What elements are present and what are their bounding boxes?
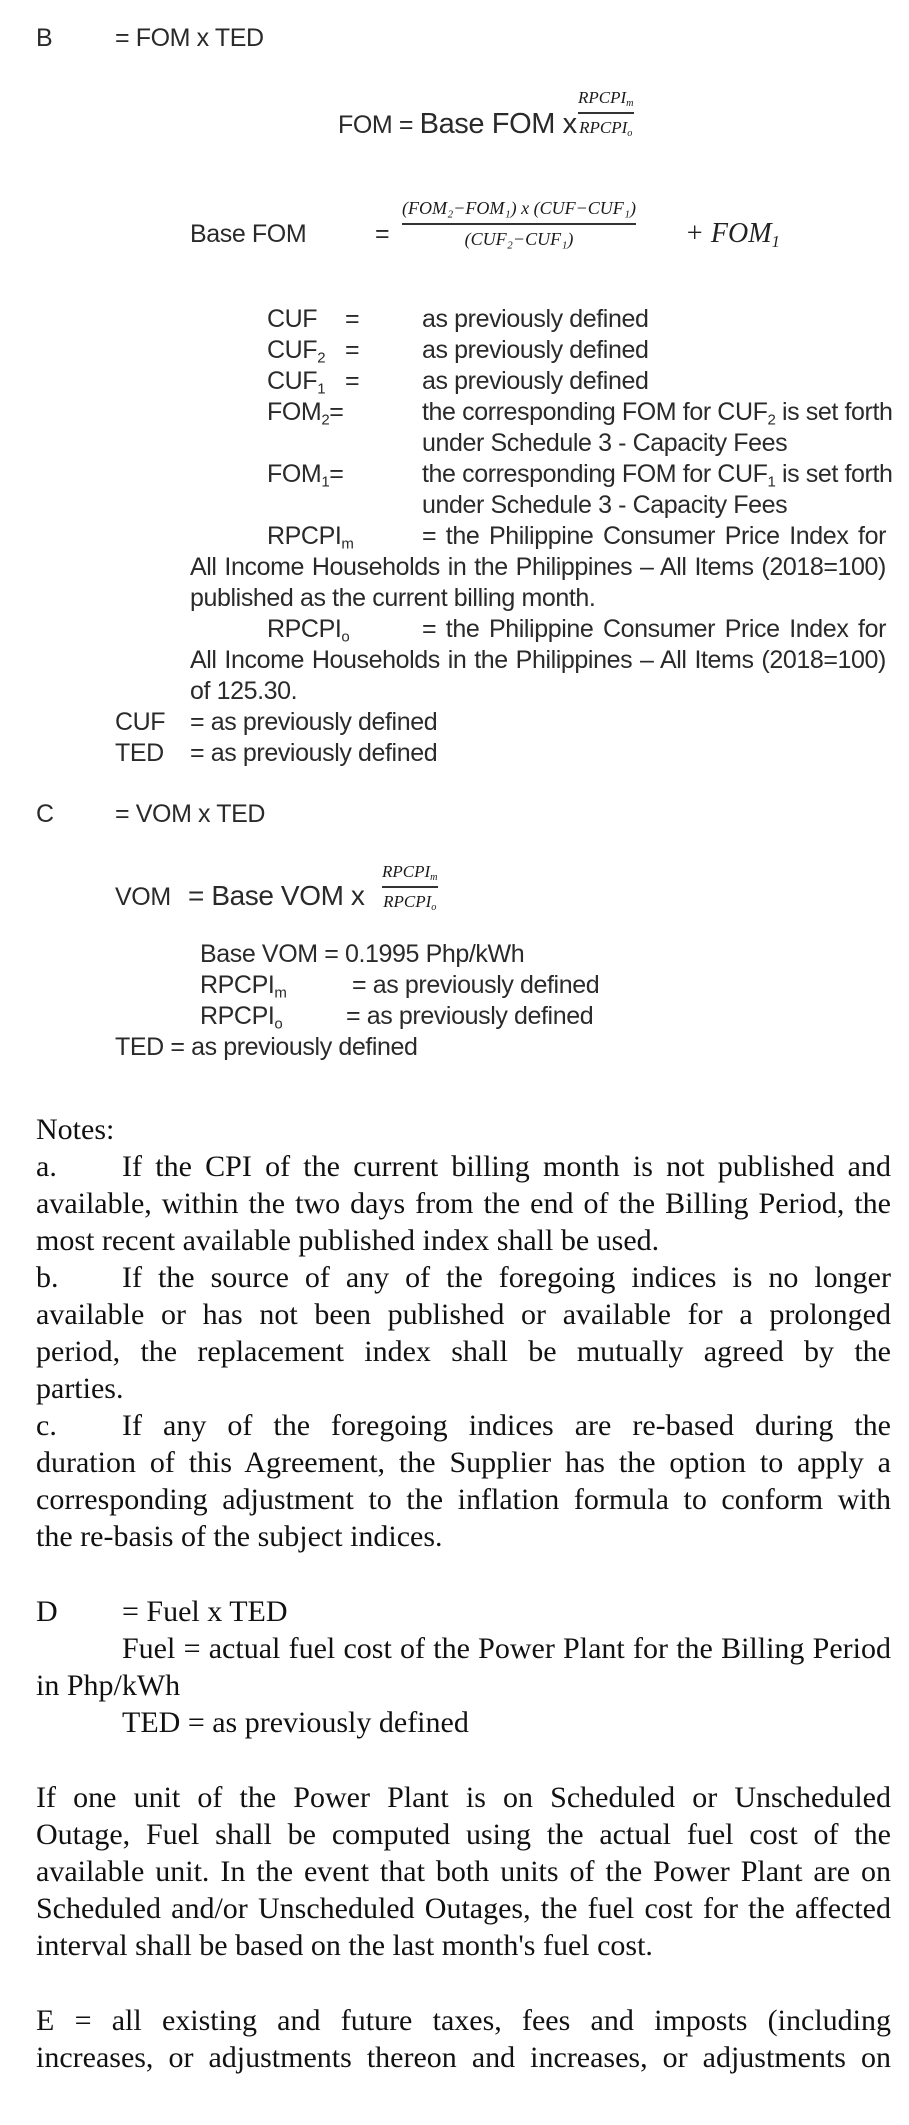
def-rpcpio-term: $RPCPI_o$ xyxy=(267,615,350,646)
def-rpcpio-line1: = the Philippine Consumer Price Index for xyxy=(422,615,886,643)
def-fom2-term: $FOM_2=$ xyxy=(267,398,344,429)
def-rpcpio-line3: of 125.30. xyxy=(190,677,298,705)
d-ted-text: TED = as previously defined xyxy=(122,1706,469,1739)
note-c-line4: the re-basis of the subject indices. xyxy=(36,1520,443,1553)
vom-fraction-bar xyxy=(382,886,438,888)
outage-line2: Outage, Fuel shall be computed using the actual fuel cost of the xyxy=(36,1818,891,1851)
def-rpcpim-line3: published as the current billing month. xyxy=(190,584,596,612)
def-cuf-eq: = xyxy=(345,305,360,333)
def-cuf2-eq: = xyxy=(345,336,360,364)
outage-line1: If one unit of the Power Plant is on Scheduled or Unscheduled xyxy=(36,1781,891,1814)
c-rpcpio-term: $RPCPI_o$ xyxy=(200,1002,283,1033)
def-cuf-term: CUF xyxy=(267,305,318,333)
note-c-line1: If any of the foregoing indices are re-based during the xyxy=(122,1409,891,1442)
b-ted-term: TED xyxy=(115,739,164,767)
vom-fraction-numerator: $RPCPI_m$ xyxy=(382,862,438,884)
fom-fraction-bar xyxy=(578,112,634,114)
def-fom1-line1: the corresponding FOM for $CUF_1$ is set forth xyxy=(422,460,893,491)
note-b-line2: available or has not been published or available for a prolonged xyxy=(36,1298,891,1331)
b-cuf-term: CUF xyxy=(115,708,166,736)
base-fom-numerator: (FOM₂−FOM₁) x (CUF−CUF₁) xyxy=(402,198,637,218)
section-d-letter: D xyxy=(36,1595,58,1628)
section-c-letter: C xyxy=(36,800,54,828)
section-c-equation: = VOM x TED xyxy=(115,800,266,828)
vom-fraction xyxy=(382,862,438,912)
note-b-line1: If the source of any of the foregoing indices is no longer xyxy=(122,1261,891,1294)
base-fom-label: Base FOM xyxy=(190,220,307,248)
note-a-line3: most recent available published index shall be used. xyxy=(36,1224,660,1257)
base-fom-equals: = xyxy=(375,220,390,248)
def-rpcpim-line2: All Income Households in the Philippines – All Items (2018=100) xyxy=(190,553,886,581)
outage-line3: available unit. In the event that both units of the Power Plant are on xyxy=(36,1855,891,1888)
base-fom-plus-term: + $FOM_1$ xyxy=(685,218,780,252)
c-rpcpio-text: = as previously defined xyxy=(346,1002,594,1030)
base-fom-denominator: (CUF₂−CUF₁) xyxy=(464,229,574,249)
section-e-line1: E = all existing and future taxes, fees and imposts (including xyxy=(36,2004,891,2037)
def-rpcpim-term: $RPCPI_m$ xyxy=(267,522,354,553)
section-e-line2: increases, or adjustments thereon and increases, or adjustments on xyxy=(36,2041,891,2074)
fom-fraction-numerator: $RPCPI_m$ xyxy=(578,88,634,110)
note-c-label: c. xyxy=(36,1409,57,1442)
b-ted-text: = as previously defined xyxy=(190,739,438,767)
c-ted-text: TED = as previously defined xyxy=(115,1033,418,1061)
def-fom2-line2: under Schedule 3 - Capacity Fees xyxy=(422,429,788,457)
note-a-line1: If the CPI of the current billing month is not published and xyxy=(122,1150,891,1183)
fuel-definition-line1: Fuel = actual fuel cost of the Power Plant for the Billing Period xyxy=(122,1632,891,1665)
fom-base-mul: Base FOM x xyxy=(419,108,577,140)
c-rpcpim-term: $RPCPI_m$ xyxy=(200,971,287,1002)
def-cuf2-term: $CUF_2$ xyxy=(267,336,326,367)
def-fom2-line1: the corresponding FOM for $CUF_2$ is set forth xyxy=(422,398,893,429)
def-cuf2-text: as previously defined xyxy=(422,336,649,364)
def-rpcpio-line2: All Income Households in the Philippines – All Items (2018=100) xyxy=(190,646,886,674)
def-fom1-term: $FOM_1=$ xyxy=(267,460,344,491)
fom-label: FOM = xyxy=(338,111,420,139)
outage-line5: interval shall be based on the last month's fuel cost. xyxy=(36,1929,653,1962)
def-rpcpim-line1: = the Philippine Consumer Price Index for xyxy=(422,522,886,550)
fuel-definition-line2: in Php/kWh xyxy=(36,1669,181,1702)
fom-fraction xyxy=(578,88,634,138)
c-rpcpim-text: = as previously defined xyxy=(352,971,600,999)
section-d-equation: = Fuel x TED xyxy=(122,1595,288,1628)
note-c-line3: corresponding adjustment to the inflation formula to conform with xyxy=(36,1483,891,1516)
section-b-equation: = FOM x TED xyxy=(115,24,264,52)
def-cuf1-eq: = xyxy=(345,367,360,395)
note-c-line2: duration of this Agreement, the Supplier has the option to apply a xyxy=(36,1446,891,1479)
vom-fraction-denominator: $RPCPI_o$ xyxy=(383,892,437,914)
outage-line4: Scheduled and/or Unscheduled Outages, the fuel cost for the affected xyxy=(36,1892,891,1925)
note-b-line4: parties. xyxy=(36,1372,124,1405)
fom-formula-left xyxy=(338,108,577,141)
def-cuf-text: as previously defined xyxy=(422,305,649,333)
section-b-letter: B xyxy=(36,24,53,52)
def-fom1-line2: under Schedule 3 - Capacity Fees xyxy=(422,491,788,519)
note-b-line3: period, the replacement index shall be mutually agreed by the xyxy=(36,1335,891,1368)
note-a-line2: available, within the two days from the end of the Billing Period, the xyxy=(36,1187,891,1220)
vom-base-mul: = Base VOM x xyxy=(188,880,365,911)
base-fom-fraction xyxy=(402,198,636,250)
notes-heading: Notes: xyxy=(36,1113,115,1146)
note-b-label: b. xyxy=(36,1261,59,1294)
vom-label: VOM xyxy=(115,883,171,911)
def-cuf1-term: $CUF_1$ xyxy=(267,367,326,398)
base-fom-fraction-bar xyxy=(402,223,636,225)
def-cuf1-text: as previously defined xyxy=(422,367,649,395)
base-vom-value: Base VOM = 0.1995 Php/kWh xyxy=(200,940,525,968)
b-cuf-text: = as previously defined xyxy=(190,708,438,736)
fom-fraction-denominator: $RPCPI_o$ xyxy=(579,118,633,140)
note-a-label: a. xyxy=(36,1150,57,1183)
